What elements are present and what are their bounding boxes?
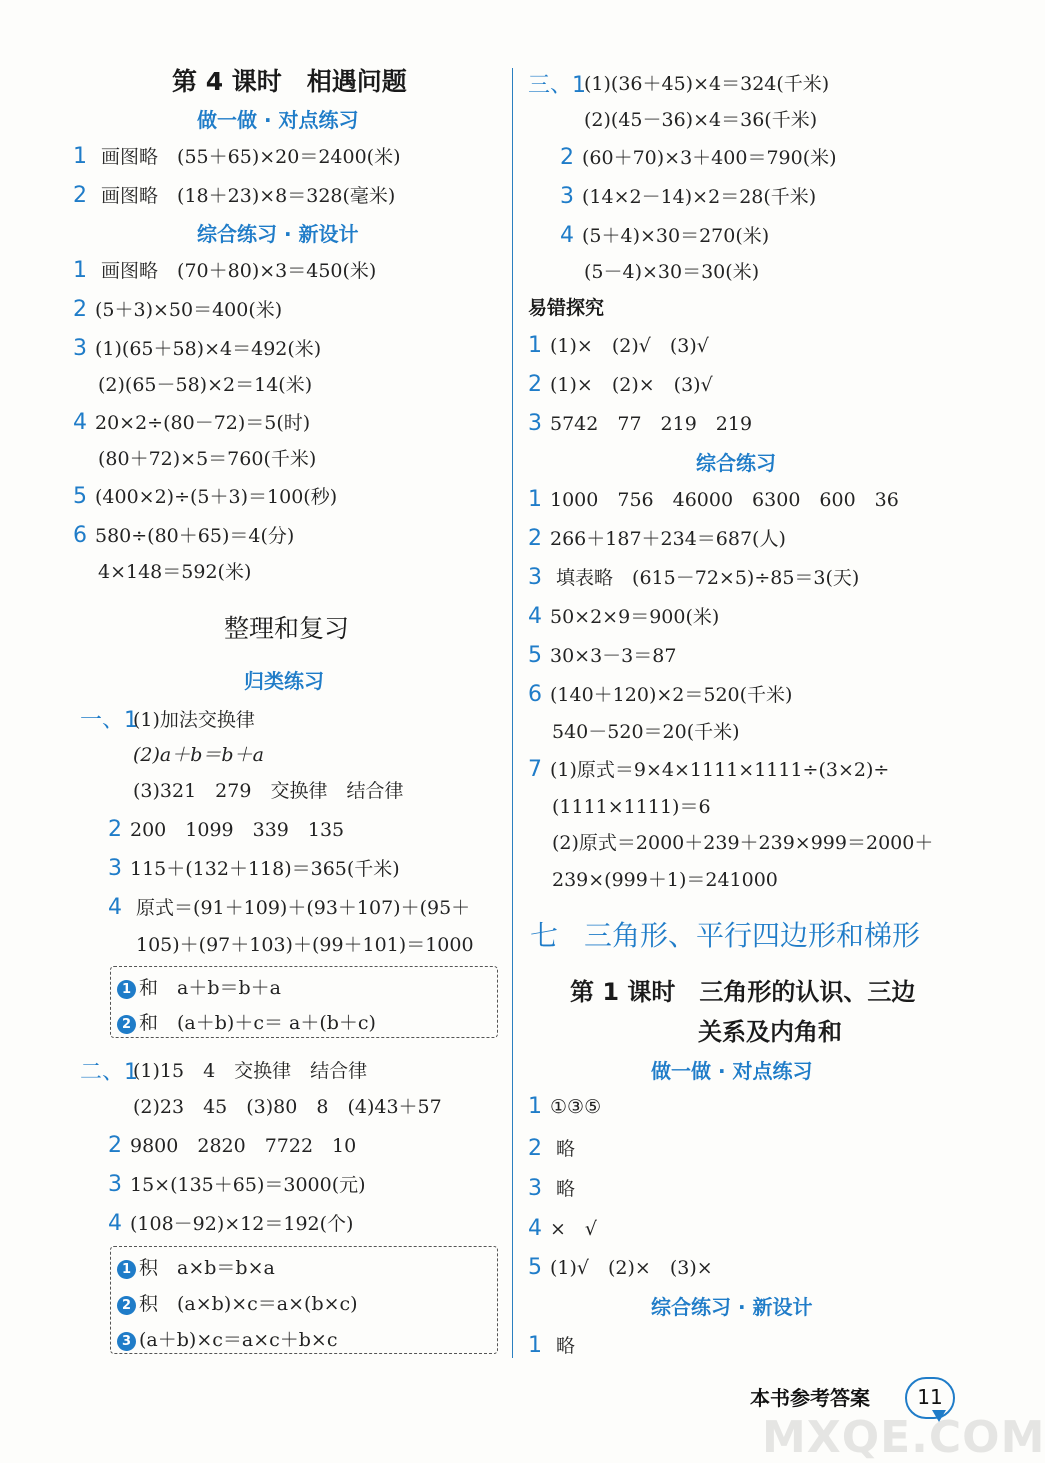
question-number: 3 (108, 856, 122, 881)
answer-line (528, 1134, 575, 1161)
answer-text: 266＋187＋234＝687(人) (550, 528, 786, 550)
answer-line (528, 370, 713, 397)
lesson1-subtitle-comprehensive: 综合练习 · 新设计 (651, 1295, 813, 1319)
answer-text: (1)√ (2)× (3)× (550, 1257, 713, 1279)
answer-line (528, 1174, 575, 1201)
answer-text: (1111×1111)＝6 (552, 796, 711, 818)
question-number: 3 (528, 1176, 542, 1201)
summary-text: 积 (a×b)×c＝a×(b×c) (139, 1293, 358, 1315)
page-number: 11 (917, 1385, 943, 1409)
section-one-label: 一、1 (80, 708, 138, 733)
summary-line (117, 1325, 338, 1352)
answer-line (108, 1170, 366, 1197)
answer-text: (2)(45－36)×4＝36(千米) (584, 109, 818, 131)
lesson4-subtitle-practice: 做一做 · 对点练习 (197, 108, 359, 132)
answer-text: 20×2÷(80－72)＝5(时) (95, 412, 311, 434)
answer-text: 115＋(132＋118)＝365(千米) (130, 858, 400, 880)
answer-line (73, 181, 395, 208)
answer-text: 105)＋(97＋103)＋(99＋101)＝1000 (136, 934, 474, 956)
answer-line (108, 893, 470, 920)
lesson1-subtitle-practice: 做一做 · 对点练习 (651, 1059, 813, 1083)
circled-number: 1 (117, 980, 136, 999)
question-number: 4 (108, 1211, 122, 1236)
footer-label: 本书参考答案 (750, 1386, 870, 1410)
answer-text: 原式＝(91＋109)＋(93＋107)＋(95＋ (136, 897, 471, 919)
answer-text: 30×3－3＝87 (550, 645, 677, 667)
answer-line (528, 1253, 713, 1280)
answer-line (528, 524, 786, 551)
answer-line (73, 295, 282, 322)
answer-line (108, 1131, 356, 1158)
section-three-label: 三、1 (528, 73, 586, 98)
watermark: MXQE.COM (762, 1412, 1045, 1463)
answer-text: (1)(65＋58)×4＝492(米) (95, 338, 322, 360)
summary-box-multiplication (110, 1246, 498, 1354)
question-number: 1 (73, 258, 87, 283)
chapter-number: 七 (530, 919, 559, 952)
answer-text: 略 (556, 1335, 576, 1357)
summary-text: 和 (a＋b)＋c＝ a＋(b＋c) (139, 1012, 376, 1034)
answer-line (560, 182, 816, 209)
answer-text: 略 (556, 1178, 576, 1200)
answer-text: 239×(999＋1)＝241000 (552, 869, 778, 891)
answer-line (528, 331, 709, 358)
summary-line (117, 973, 281, 1000)
answer-line (73, 256, 376, 283)
question-number: 5 (528, 1255, 542, 1280)
answer-text: 15×(135＋65)＝3000(元) (130, 1174, 366, 1196)
answer-text: 50×2×9＝900(米) (550, 606, 720, 628)
question-number: 1 (528, 487, 542, 512)
question-number: 7 (528, 757, 542, 782)
summary-text: 和 a＋b＝b＋a (139, 977, 281, 999)
answer-text: (1)× (2)× (3)√ (550, 374, 713, 396)
answer-line (528, 755, 889, 782)
review-subtitle: 归类练习 (244, 669, 324, 693)
review-title: 整理和复习 (224, 614, 350, 643)
answer-text: (2)原式＝2000＋239＋239×999＝2000＋ (552, 832, 934, 854)
answer-text: 200 1099 339 135 (130, 819, 345, 841)
answer-text: (400×2)÷(5＋3)＝100(秒) (95, 486, 338, 508)
answer-text: ①③⑤ (550, 1096, 602, 1118)
answer-text: (80＋72)×5＝760(千米) (98, 448, 317, 470)
answer-text: (60＋70)×3＋400＝790(米) (582, 147, 837, 169)
question-number: 4 (73, 410, 87, 435)
answer-line (73, 482, 337, 509)
question-number: 6 (528, 682, 542, 707)
column-divider (512, 68, 513, 1358)
question-number: 3 (528, 411, 542, 436)
answer-line (528, 1094, 601, 1119)
summary-text: (a＋b)×c＝a×c＋b×c (139, 1329, 338, 1351)
answer-text: 9800 2820 7722 10 (130, 1135, 357, 1157)
circled-number: 2 (117, 1296, 136, 1315)
answer-line (528, 1331, 575, 1358)
circled-number: 1 (117, 1260, 136, 1279)
answer-text: (108－92)×12＝192(个) (130, 1213, 354, 1235)
answer-text: 1000 756 46000 6300 600 36 (550, 489, 899, 511)
question-number: 1 (528, 333, 542, 358)
answer-text: (5－4)×30＝30(米) (584, 261, 760, 283)
question-number: 3 (528, 565, 542, 590)
answer-line (73, 334, 321, 361)
question-number: 1 (73, 144, 87, 169)
circled-number: 2 (117, 1015, 136, 1034)
answer-text: (1)15 4 交换律 结合律 (133, 1060, 368, 1082)
answer-line (73, 408, 310, 435)
question-number: 2 (73, 183, 87, 208)
answer-text: (2)(65－58)×2＝14(米) (98, 374, 313, 396)
answer-text: (1)加法交换律 (133, 709, 255, 731)
question-number: 3 (73, 336, 87, 361)
answer-line (73, 521, 294, 548)
answer-text: 略 (556, 1138, 576, 1160)
question-number: 2 (528, 372, 542, 397)
answer-text: 填表略 (615－72×5)÷85＝3(天) (556, 567, 860, 589)
answer-text: 画图略 (55＋65)×20＝2400(米) (101, 146, 401, 168)
answer-text: 4×148＝592(米) (98, 561, 252, 583)
answer-line (528, 602, 719, 629)
question-number: 2 (528, 1136, 542, 1161)
summary-line (117, 1008, 376, 1035)
answer-text: (5＋4)×30＝270(米) (582, 225, 770, 247)
answer-line (528, 680, 792, 707)
answer-text: 580÷(80＋65)＝4(分) (95, 525, 295, 547)
answer-text: (1)原式＝9×4×1111×1111÷(3×2)÷ (550, 759, 890, 781)
answer-line (528, 485, 899, 512)
answer-text: 5742 77 219 219 (550, 413, 753, 435)
question-number: 2 (108, 817, 122, 842)
answer-text: 540－520＝20(千米) (552, 721, 740, 743)
question-number: 4 (528, 1216, 542, 1241)
summary-box-addition (110, 966, 498, 1038)
error-prone-title: 易错探究 (528, 297, 605, 319)
lesson1-title-cont: 关系及内角和 (698, 1018, 842, 1046)
lesson4-subtitle-comprehensive: 综合练习 · 新设计 (197, 222, 359, 246)
answer-text: (2)23 45 (3)80 8 (4)43＋57 (133, 1096, 442, 1118)
summary-line (117, 1253, 275, 1280)
lesson4-title: 第 4 课时 相遇问题 (172, 67, 407, 96)
answer-text: × √ (550, 1218, 598, 1240)
answer-text: (140＋120)×2＝520(千米) (550, 684, 793, 706)
answer-text: (1)(36＋45)×4＝324(千米) (584, 73, 830, 95)
lesson1-title: 第 1 课时 三角形的认识、三边 (570, 978, 916, 1006)
question-number: 1 (528, 1333, 542, 1358)
question-number: 5 (73, 484, 87, 509)
question-number: 4 (108, 895, 122, 920)
answer-line (528, 641, 676, 668)
answer-line (73, 142, 401, 169)
answer-line (528, 409, 752, 436)
question-number: 4 (560, 223, 574, 248)
question-number: 6 (73, 523, 87, 548)
answer-line (560, 143, 837, 170)
question-number: 3 (560, 184, 574, 209)
answer-text: (14×2－14)×2＝28(千米) (582, 186, 817, 208)
answer-line (528, 1214, 597, 1241)
question-number: 5 (528, 643, 542, 668)
question-number: 3 (108, 1172, 122, 1197)
chapter-title: 三角形、平行四边形和梯形 (584, 919, 921, 952)
summary-text: 积 a×b＝b×a (139, 1257, 275, 1279)
question-number: 2 (560, 145, 574, 170)
question-number: 1 (528, 1094, 542, 1119)
question-number: 4 (528, 604, 542, 629)
summary-line (117, 1289, 358, 1316)
answer-line (528, 563, 859, 590)
circled-number: 3 (117, 1332, 136, 1351)
answer-line (108, 854, 400, 881)
answer-line (108, 1209, 353, 1236)
comprehensive-subtitle: 综合练习 (696, 451, 776, 475)
section-two-label: 二、1 (80, 1060, 138, 1085)
answer-text: (1)× (2)√ (3)√ (550, 335, 709, 357)
question-number: 2 (528, 526, 542, 551)
answer-line (108, 815, 344, 842)
answer-text: (3)321 279 交换律 结合律 (133, 780, 404, 802)
answer-text: (5＋3)×50＝400(米) (95, 299, 283, 321)
answer-line (560, 221, 769, 248)
answer-text: 画图略 (18＋23)×8＝328(毫米) (101, 185, 396, 207)
chapter-seven-heading (530, 914, 920, 954)
answer-text: 画图略 (70＋80)×3＝450(米) (101, 260, 377, 282)
question-number: 2 (73, 297, 87, 322)
question-number: 2 (108, 1133, 122, 1158)
answer-text: (2)a＋b＝b＋a (133, 744, 264, 766)
